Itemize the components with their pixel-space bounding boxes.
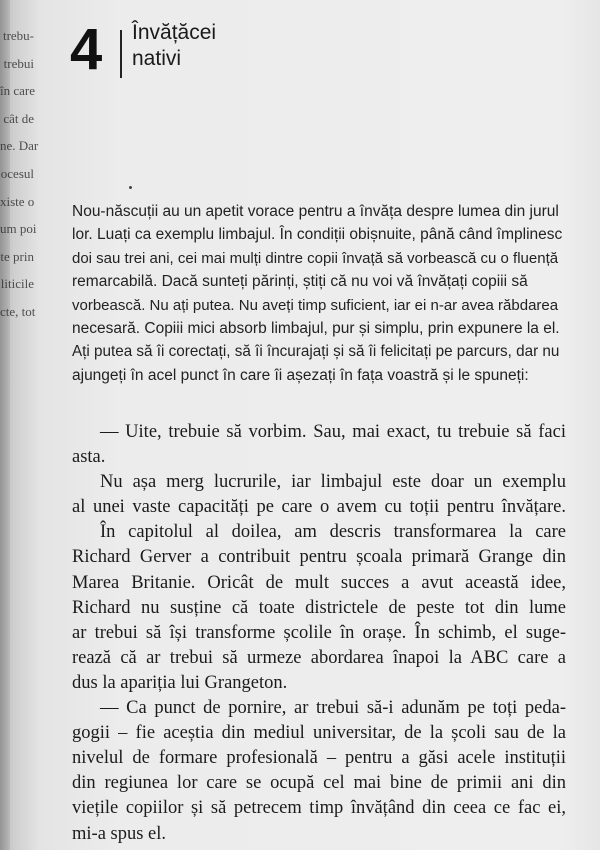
body-line: — Ca punct de pornire, ar trebui să-i adunăm pe toți peda-: [100, 698, 566, 719]
body-line: În capitolul al doilea, am descris transformarea la care: [100, 522, 566, 543]
body-text: [72, 420, 566, 847]
body-line: viețile copiilor și să petrecem timp învățând din ceea ce fac ei,: [72, 798, 566, 819]
intro-line: lor. Luați ca exemplu limbajul. În condiții obișnuite, până când împlinesc: [72, 226, 563, 244]
body-line: Nu așa merg lucrurile, iar limbajul este doar un exemplu: [100, 472, 566, 493]
chapter-title-line: Învățăcei: [132, 21, 217, 44]
intro-line: vorbească. Nu ați putea. Nu aveți timp suficient, iar ei n-ar avea răbdarea: [72, 296, 559, 314]
fragment-line: ne. Dar: [0, 138, 39, 154]
body-line: gogii – fie aceștia din mediul universitar, de la școli sau de la: [72, 723, 566, 744]
ornament-dot: [129, 186, 132, 189]
fragment-line: liticile: [0, 276, 34, 292]
fragment-line: cte, tot: [0, 303, 36, 319]
intro-line: necesară. Copiii mici absorb limbajul, pur și simplu, prin expunere la el.: [72, 319, 560, 337]
intro-line: doi sau trei ani, cei mai mulți dintre copii învață să vorbească cu o fluență: [72, 249, 559, 267]
intro-line: Ați putea să îi corectați, să îi încurajați și să îi felicitați pe parcurs, dar nu: [72, 343, 560, 361]
body-line: nivelul de formare profesională – pentru a găsi acele instituții: [72, 748, 566, 769]
body-line: Richard Gerver a contribuit pentru școala primară Grange din: [72, 547, 566, 568]
fragment-line: trebui: [3, 55, 34, 71]
fragment-line: um poi: [0, 221, 37, 237]
body-line: Richard nu susține că toate districtele de peste tot din lume: [72, 597, 566, 618]
fragment-line: te prin: [0, 248, 34, 264]
fragment-line: trebu-: [2, 28, 34, 43]
body-line: ar trebui să își transforme școlile în orașe. În schimb, el suge-: [72, 622, 566, 643]
intro-line: remarcabilă. Dacă sunteți părinți, știți că nu voi vă învățați copiii să: [72, 273, 528, 291]
body-line: Marea Britanie. Oricât de mult succes a avut această idee,: [72, 572, 566, 593]
fragment-line: ocesul: [0, 165, 34, 181]
body-line: din regiunea lor care se ocupă cel mai bine de primii ani din: [72, 773, 566, 794]
body-line: dus la apariția lui Grangeton.: [72, 672, 288, 693]
chapter-divider: [120, 30, 122, 78]
chapter-number: 4: [70, 17, 103, 82]
chapter-title-line: nativi: [132, 47, 182, 70]
fragment-line: în care: [0, 83, 36, 99]
chapter-title: [132, 20, 216, 72]
fragment-line: xiste o: [0, 193, 35, 209]
body-line: asta.: [72, 447, 106, 468]
fragment-line: cât de: [3, 110, 34, 126]
body-line: al unei vaste capacități pe care o avem cu toții pentru învățare.: [72, 497, 566, 518]
intro-line: ajungeți în acel punct în care îi așezați în fața voastră și le spuneți:: [72, 366, 529, 384]
facing-page-fragments: [0, 28, 39, 332]
body-line: — Uite, trebuie să vorbim. Sau, mai exact, tu trebuie să faci: [100, 422, 566, 442]
body-line: mi-a spus el.: [72, 823, 167, 844]
body-line: rează că ar trebui să urmeze abordarea înapoi la ABC care a: [72, 647, 566, 668]
intro-line: Nou-născuții au un apetit vorace pentru a învăța despre lumea din jurul: [72, 203, 559, 220]
intro-paragraph: [72, 200, 562, 387]
